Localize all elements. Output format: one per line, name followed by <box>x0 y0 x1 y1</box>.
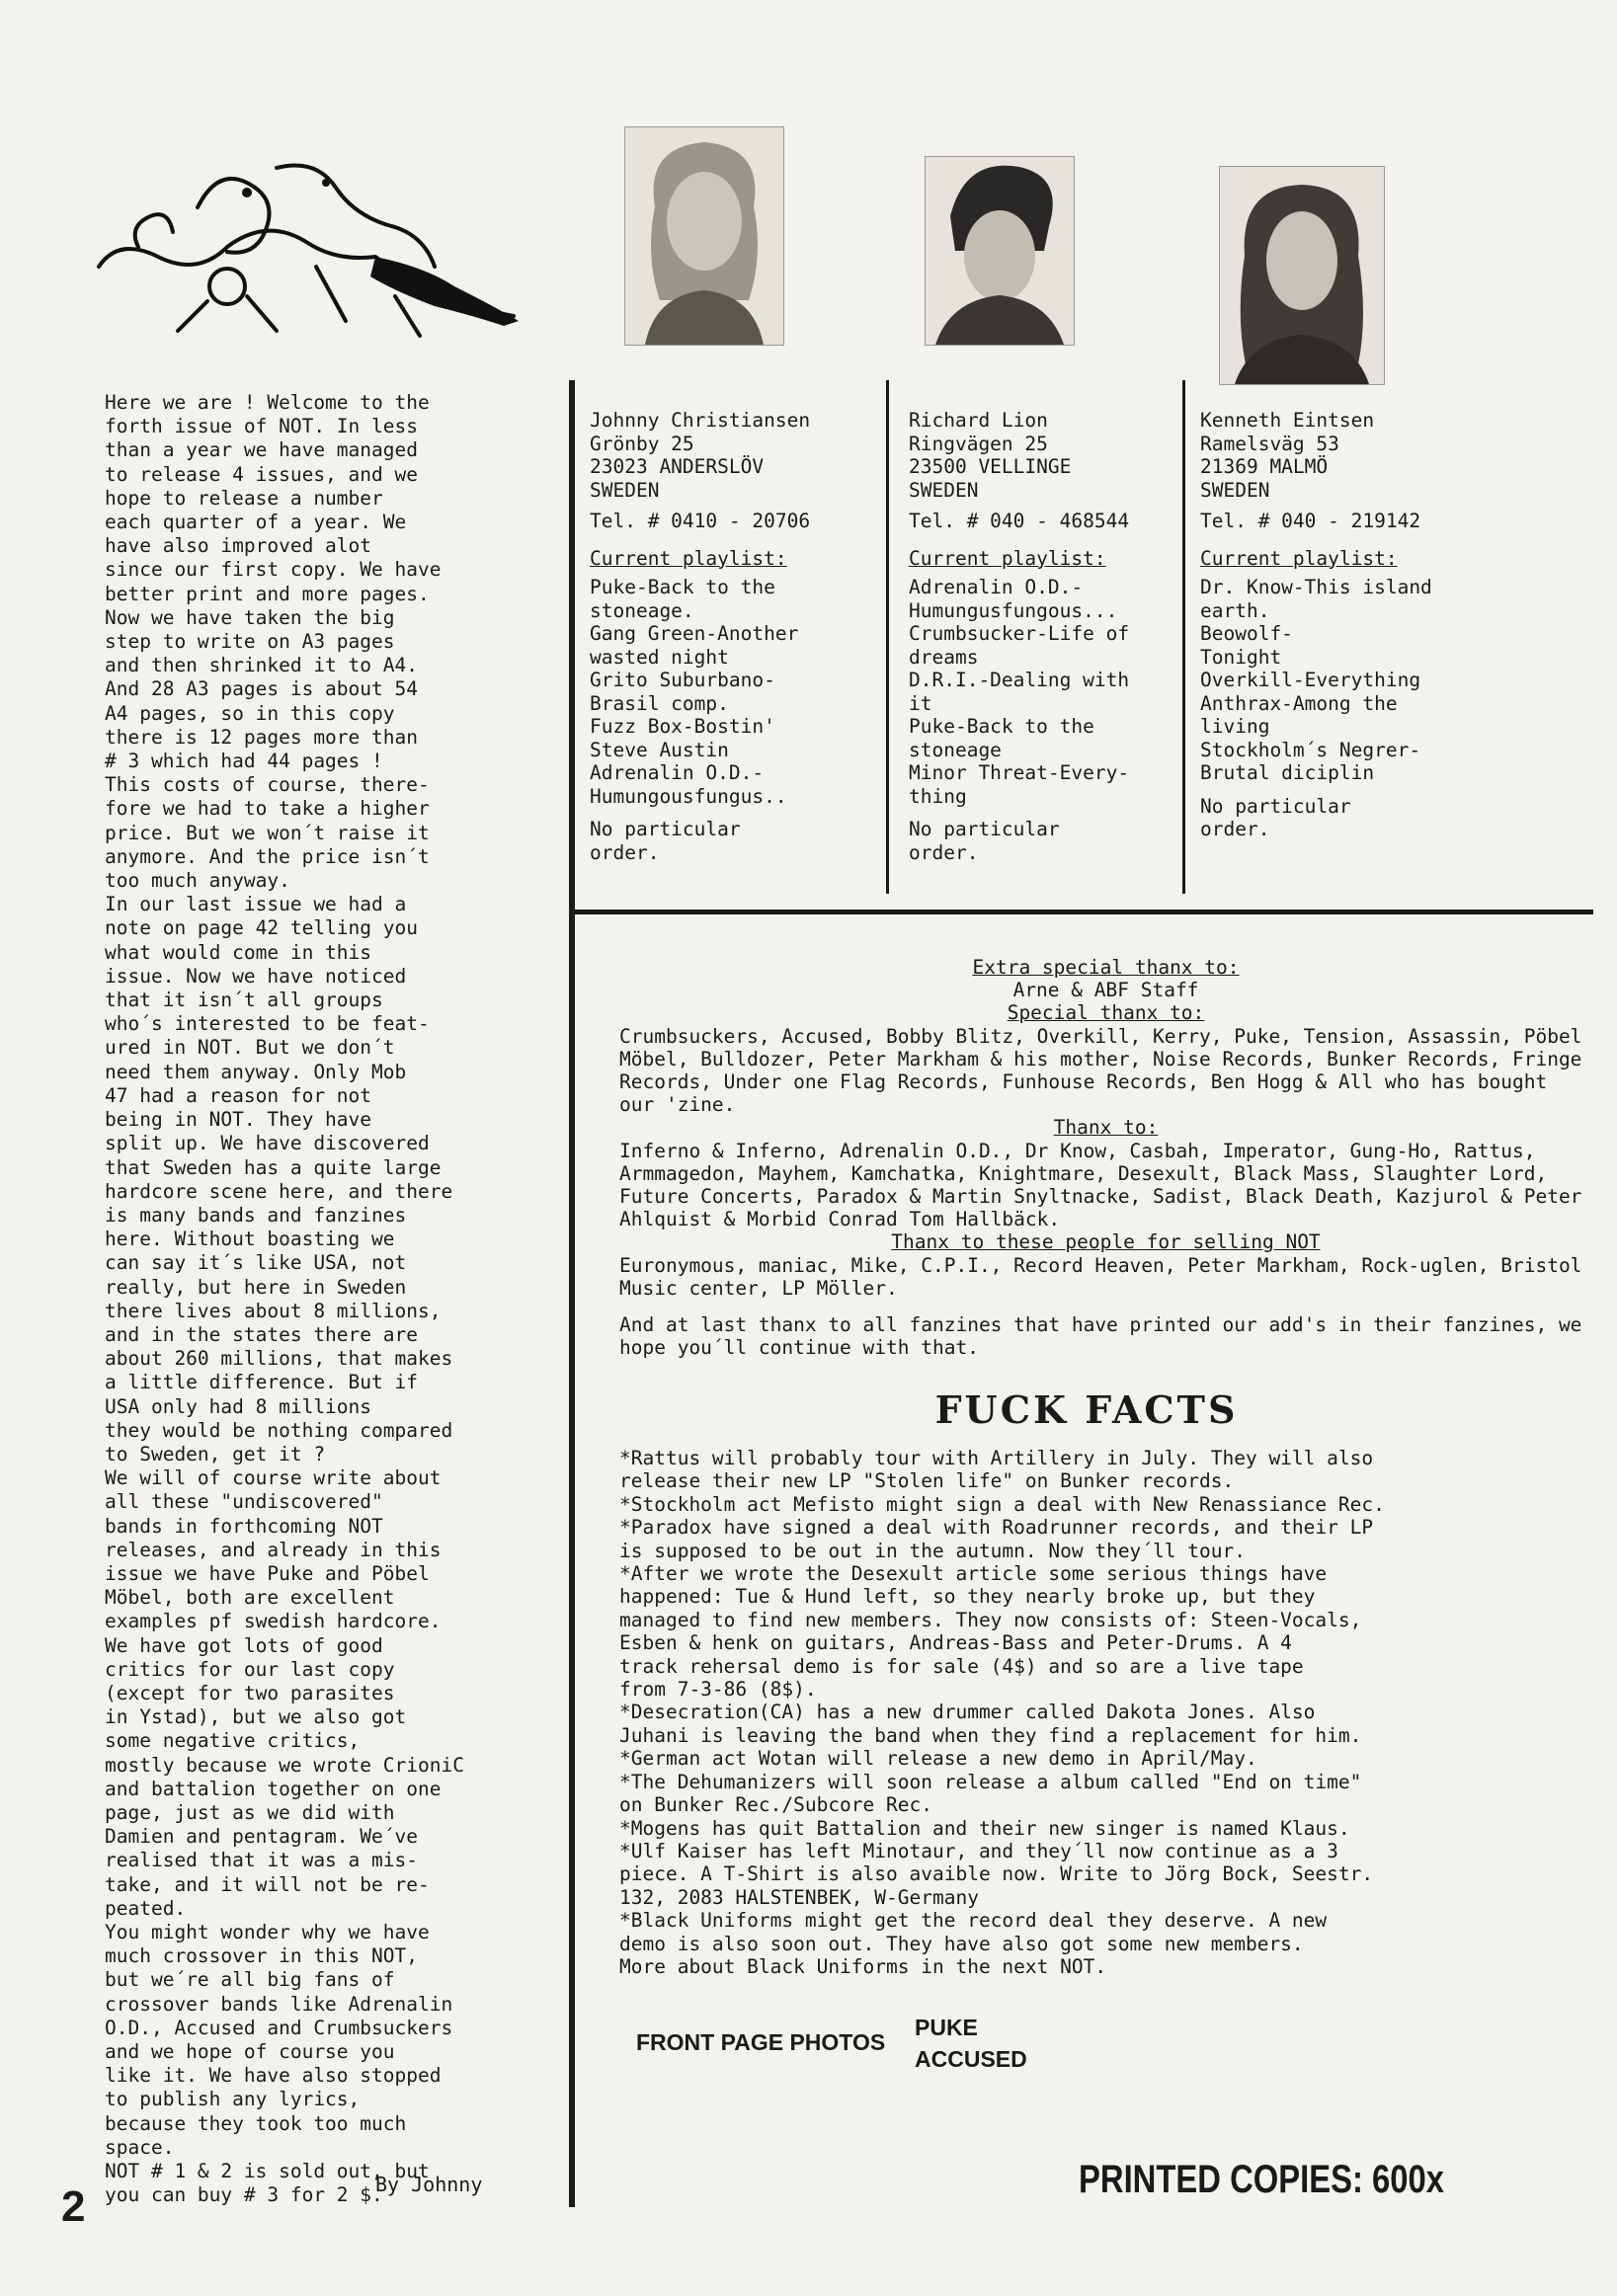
thanks-names: Inferno & Inferno, Adrenalin O.D., Dr Know, Casbah, Imperator, Gung-Ho, Rattus, Armmagedon, Mayhem, Kamchatka, Knightmare, Desexult, Black Mass, Slaughter Lord, Future Concerts, Paradox & Martin Snyltnacke, Sadist, Black Death, Kazjurol & Peter Ahlquist & Morbid Conrad Tom Hallbäck. <box>619 1139 1582 1231</box>
staff-photo <box>624 126 784 346</box>
special-thanks-header: Special thanx to: <box>1007 1001 1205 1025</box>
news-list: *Rattus will probably tour with Artillery in July. They will also release their new LP "Stolen life" on Bunker records. *Stockholm act Mefisto might sign a deal with New Renassiance Rec. *Paradox have signed a deal with Roadrunner records, and their LP is supposed to be out in the autumn. Now they´ll tour. *After we wrote the Desexult article some serious things have happened: Tue & Hund left, so they nearly broke up, but they managed to find new members. They now consists of: Steen-Vocals, Esben & henk on guitars, Andreas-Bass and Peter-Drums. A 4 track rehersal demo is for sale (4$) and so are a live tape from 7-3-86 (8$). *Desecration(CA) has a new drummer called Dakota Jones. Also Juhani is leaving the band when they find a replacement for him. *German act Wotan will release a new demo in April/May. *The Dehumanizers will soon release a album called "End on time" on Bunker Rec./Subcore Rec. *Mogens has quit Battalion and their new singer is named Klaus. *Ulf Kaiser has left Minotaur, and they´ll now continue as a 3 piece. A T-Shirt is also avaible now. Write to Jörg Bock, Seestr. 132, 2083 HALSTENBEK, W-Germany *Black Uniforms might get the record deal they deserve. A new demo is also soon out. They have also got some new members. More about Black Uniforms in the next NOT. <box>619 1447 1385 1978</box>
news-heading: FUCK FACTS <box>934 1387 1239 1432</box>
staff-column <box>909 409 1190 864</box>
staff-photo <box>925 156 1075 346</box>
order-note: No particular order. <box>909 818 1060 864</box>
staff-phone: Tel. # 0410 - 20706 <box>590 510 811 532</box>
staff-address: Richard Lion Ringvägen 25 23500 VELLINGE SWEDEN <box>909 409 1072 502</box>
front-page-photo-credit: PUKE <box>915 2015 978 2040</box>
byline: By Johnny <box>375 2173 483 2196</box>
front-page-photos-label: FRONT PAGE PHOTOS <box>636 2029 886 2055</box>
page-number: 2 <box>61 2182 86 2231</box>
cartoon-illustration <box>79 148 533 346</box>
selling-thanks-names: Euronymous, maniac, Mike, C.P.I., Record Heaven, Peter Markham, Rock-uglen, Bristol Music center, LP Möller. <box>619 1253 1582 1300</box>
staff-column <box>590 409 871 864</box>
printed-copies: PRINTED COPIES: 600x <box>1079 2158 1445 2201</box>
playlist: Puke-Back to the stoneage. Gang Green-Another wasted night Grito Suburbano- Brasil comp. Fuzz Box-Bostin' Steve Austin Adrenalin O.D.- Humungousfungus.. <box>590 576 799 808</box>
selling-thanks-header: Thanx to these people for selling NOT <box>891 1230 1321 1254</box>
order-note: No particular order. <box>1200 794 1351 840</box>
staff-phone: Tel. # 040 - 219142 <box>1200 510 1421 532</box>
extra-thanks-names: Arne & ABF Staff <box>1012 979 1199 1002</box>
section-divider <box>575 910 1593 914</box>
staff-phone: Tel. # 040 - 468544 <box>909 510 1130 532</box>
playlist-header: Current playlist: <box>1200 546 1398 570</box>
staff-column <box>1200 409 1482 841</box>
intro-text: Here we are ! Welcome to the forth issue of NOT. In less than a year we have managed to release 4 issues, and we hope to release a number each quarter of a year. We have also improved alot since our first copy. We have better print and more pages. Now we have taken the big step to write on A3 pages and then shrinked it to A4. And 28 A3 pages is about 54 A4 pages, so in this copy there is 12 pages more than # 3 which had 44 pages ! This costs of course, there- fore we had to take a higher price. But we won´t raise it anymore. And the price isn´t too much anyway. In our last issue we had a note on page 42 telling you what would come in this issue. Now we have noticed that it isn´t all groups who´s interested to be feat- ured in NOT. But we don´t need them anyway. Only Mob 47 had a reason for not being in NOT. They have split up. We have discovered that Sweden has a quite large hardcore scene here, and there is many bands and fanzines here. Without boasting we can say it´s like USA, not really, but here in Sweden there lives about 8 millions, and in the states there are about 260 millions, that makes a little difference. But if USA only had 8 millions they would be nothing compared to Sweden, get it ? We will of course write about all these "undiscovered" bands in forthcoming NOT releases, and already in this issue we have Puke and Pöbel Möbel, both are excellent examples pf swedish hardcore. We have got lots of good critics for our last copy (except for two parasites in Ystad), but we also got some negative critics, mostly because we wrote CrioniC and battalion together on one page, just as we did with Damien and pentagram. We´ve realised that it was a mis- take, and it will not be re- peated. You might wonder why we have much crossover in this NOT, but we´re all big fans of crossover bands like Adrenalin O.D., Accused and Crumbsuckers and we hope of course you like it. We have also stopped to publish any lyrics, because they took too much space. NOT # 1 & 2 is sold out, but you can buy # 3 for 2 $. <box>105 391 464 2207</box>
staff-address: Johnny Christiansen Grönby 25 23023 ANDERSLÖV SWEDEN <box>590 409 811 502</box>
playlist: Dr. Know-This island earth. Beowolf- Tonight Overkill-Everything Anthrax-Among the living Stockholm´s Negrer- Brutal diciplin <box>1200 576 1432 784</box>
playlist-header: Current playlist: <box>590 546 787 570</box>
playlist-header: Current playlist: <box>909 546 1106 570</box>
staff-photo <box>1219 166 1385 385</box>
special-thanks-names: Crumbsuckers, Accused, Bobby Blitz, Overkill, Kerry, Puke, Tension, Assassin, Pöbel Möbel, Bulldozer, Peter Markham & his mother, Noise Records, Bunker Records, Fringe Records, Under one Flag Records, Funhouse Records, Ben Hogg & All who has bought our 'zine. <box>619 1024 1582 1117</box>
order-note: No particular order. <box>590 818 741 864</box>
playlist: Adrenalin O.D.- Humungusfungous... Crumbsucker-Life of dreams D.R.I.-Dealing with it Puke-Back to the stoneage Minor Threat-Every- thing <box>909 576 1130 808</box>
closing-thanks: And at last thanx to all fanzines that have printed our add's in their fanzines, we hope you´ll continue with that. <box>619 1313 1582 1360</box>
staff-divider <box>886 380 889 894</box>
thanks-section <box>619 956 1592 1359</box>
staff-address: Kenneth Eintsen Ramelsväg 53 21369 MALMÖ SWEDEN <box>1200 409 1375 502</box>
column-divider <box>569 380 575 2207</box>
front-page-photo-credit: ACCUSED <box>915 2046 1027 2072</box>
extra-thanks-header: Extra special thanx to: <box>972 956 1240 979</box>
thanks-header: Thanx to: <box>1053 1116 1159 1140</box>
